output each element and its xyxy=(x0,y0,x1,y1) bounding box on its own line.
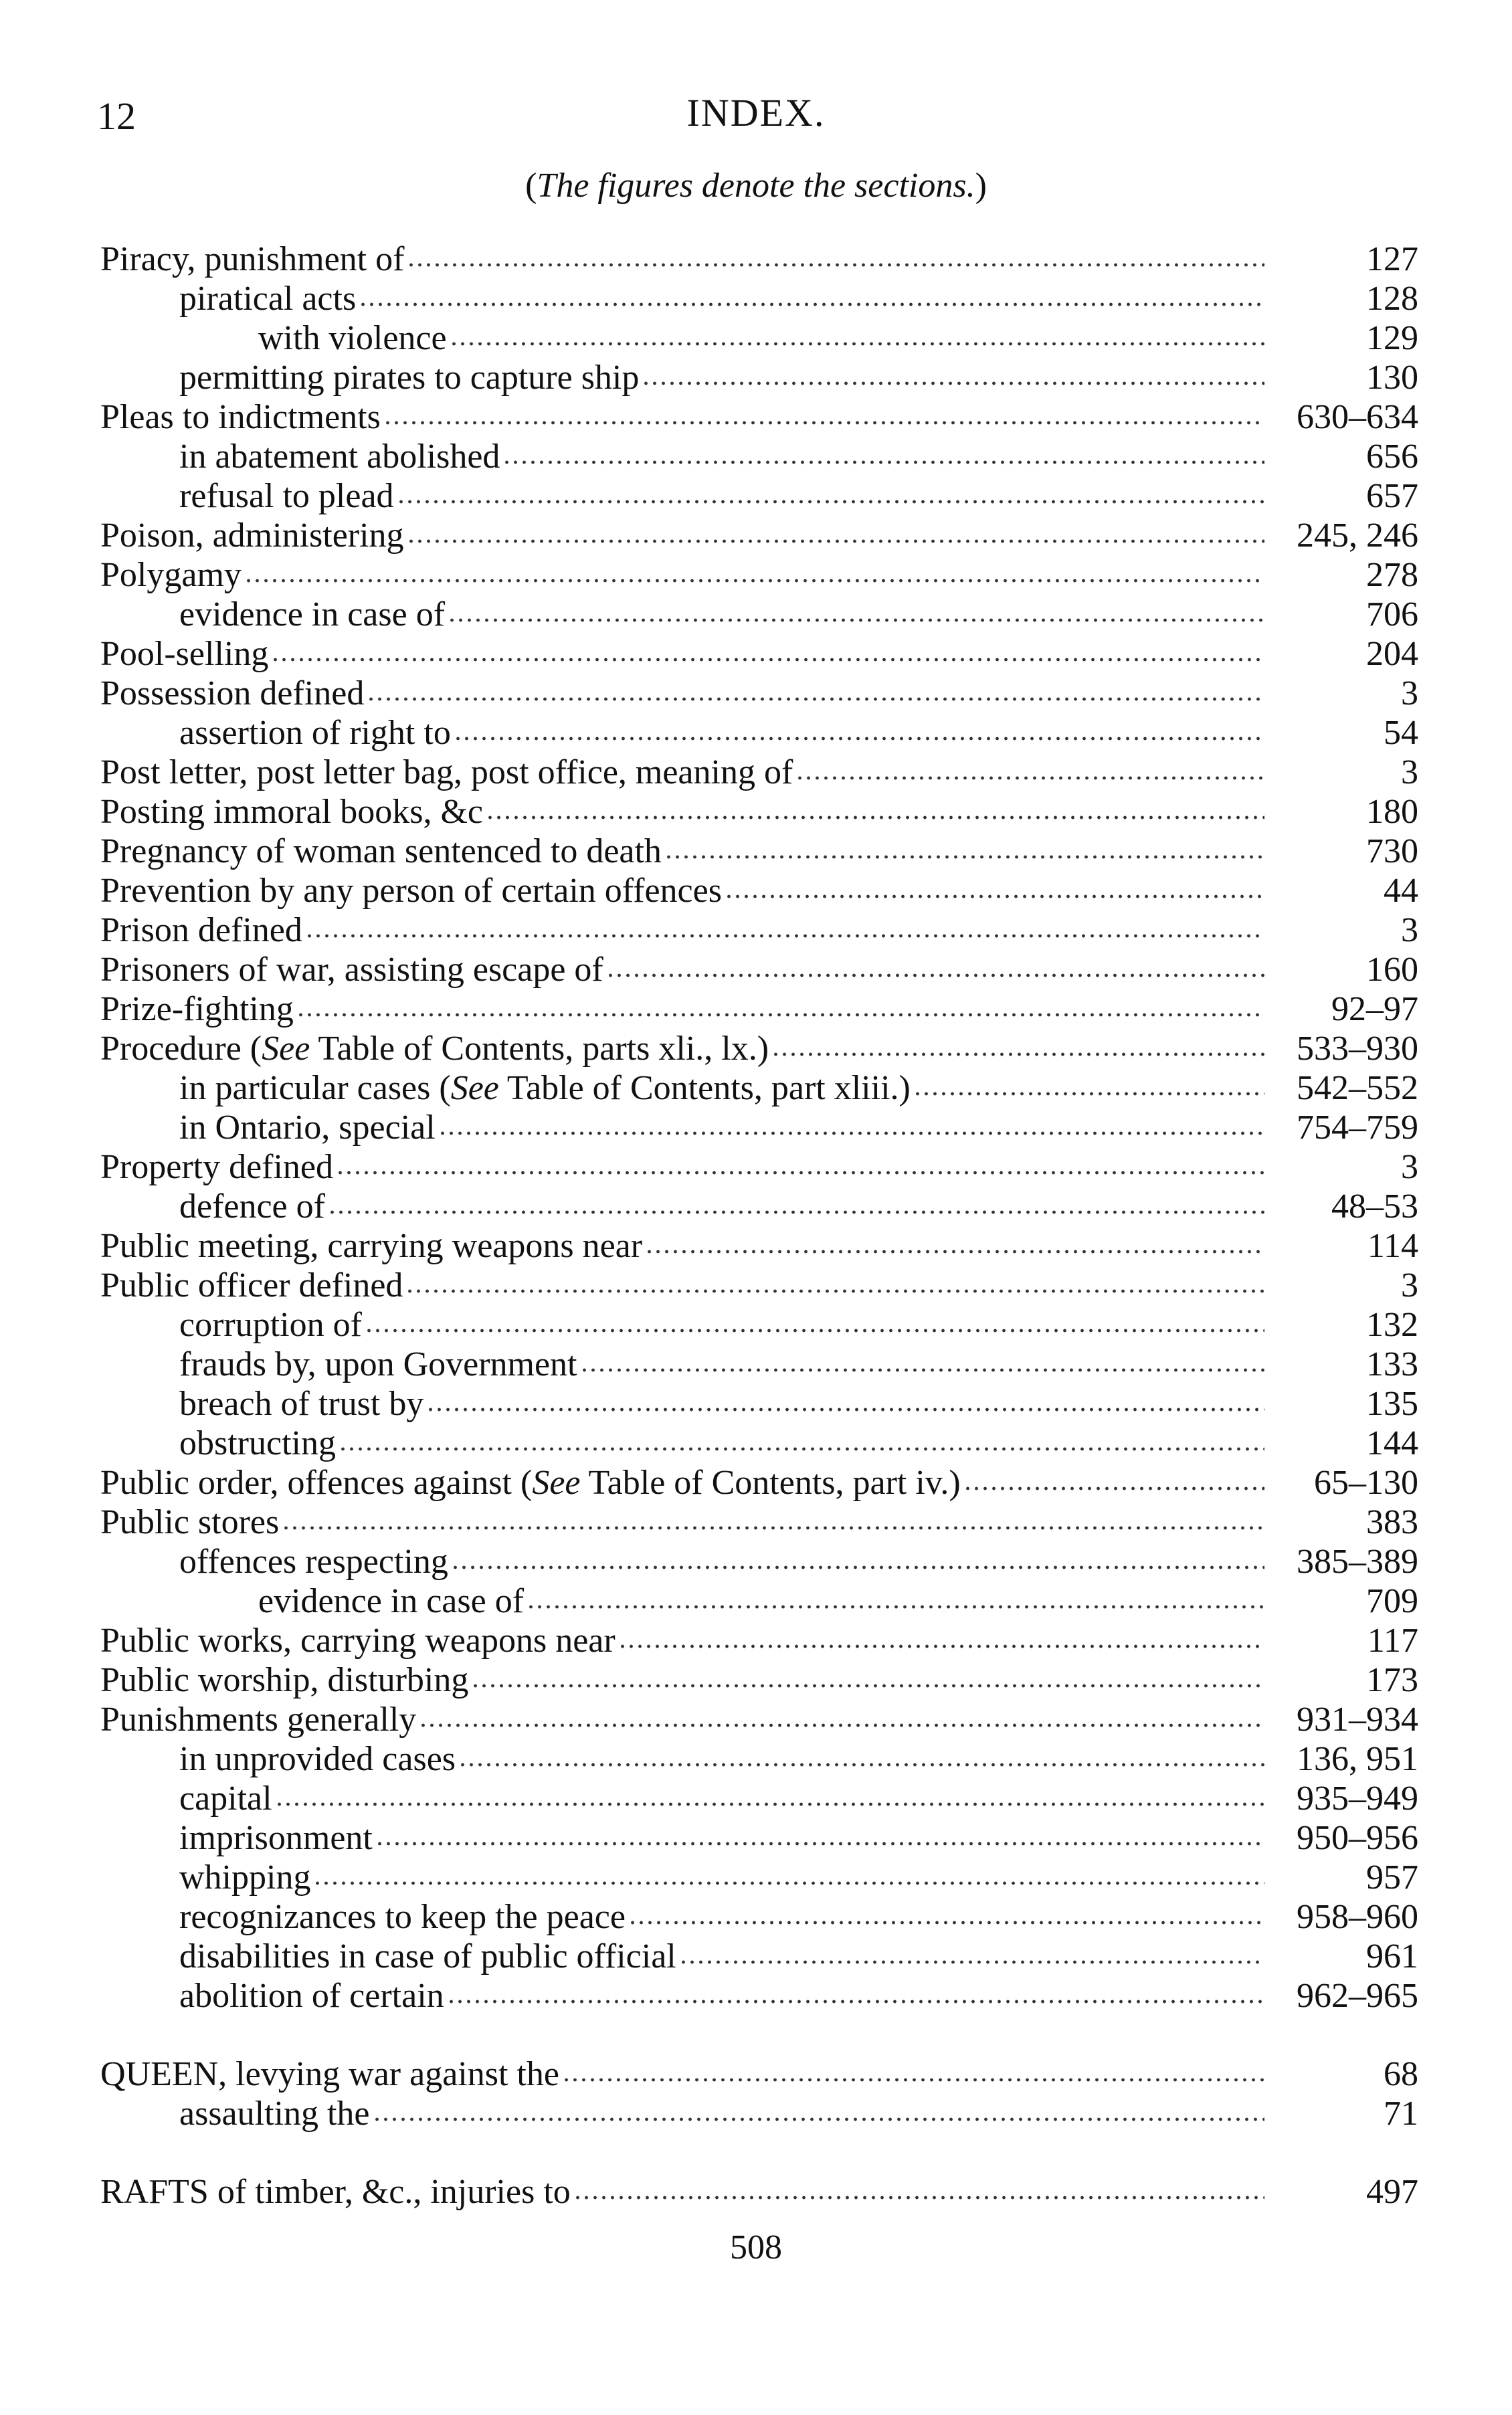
index-entry xyxy=(100,595,1418,634)
index-term: Public worship, disturbing xyxy=(100,1661,469,1699)
dot-leader xyxy=(502,458,1264,467)
section-reference: 958–960 xyxy=(1297,1898,1418,1936)
index-entry xyxy=(100,239,1418,279)
index-entry xyxy=(100,871,1418,910)
dot-leader xyxy=(426,1405,1264,1414)
dot-leader xyxy=(447,1997,1264,2006)
index-term: Prison defined xyxy=(100,911,302,949)
section-reference: 957 xyxy=(1366,1858,1418,1897)
index-term-suffix: Table of Contents, part xliii.) xyxy=(498,1069,911,1107)
dot-leader xyxy=(795,773,1264,783)
section-reference: 130 xyxy=(1366,359,1418,397)
section-reference: 3 xyxy=(1401,674,1418,712)
section-reference: 3 xyxy=(1401,911,1418,949)
dot-leader xyxy=(771,1050,1264,1059)
index-term-suffix: Table of Contents, part iv.) xyxy=(580,1464,961,1502)
section-reference: 730 xyxy=(1366,832,1418,870)
dot-leader xyxy=(407,537,1264,546)
index-entry xyxy=(100,1424,1418,1463)
dot-leader xyxy=(375,1839,1264,1848)
dot-leader xyxy=(405,1286,1264,1296)
index-entry xyxy=(100,279,1418,318)
dot-leader xyxy=(679,1957,1264,1967)
index-entry xyxy=(100,1937,1418,1976)
index-entry xyxy=(100,1779,1418,1818)
section-reference: 383 xyxy=(1366,1503,1418,1541)
index-entry xyxy=(100,358,1418,397)
index-entry xyxy=(100,1739,1418,1779)
section-reference: 962–965 xyxy=(1297,1977,1418,2015)
section-reference: 657 xyxy=(1366,477,1418,515)
index-entry xyxy=(100,1108,1418,1147)
dot-leader xyxy=(359,300,1264,309)
dot-leader xyxy=(336,1168,1264,1177)
index-entry xyxy=(100,1266,1418,1305)
index-entry xyxy=(100,1029,1418,1068)
index-entry xyxy=(100,555,1418,595)
index-term: whipping xyxy=(179,1858,311,1897)
index-term: evidence in case of xyxy=(258,1582,525,1620)
index-term xyxy=(100,1463,961,1503)
index-entry xyxy=(100,1818,1418,1858)
section-reference: 68 xyxy=(1384,2055,1418,2093)
index-term-italic: See xyxy=(262,1030,310,1068)
index-term: capital xyxy=(179,1779,272,1818)
section-reference: 129 xyxy=(1366,319,1418,357)
dot-leader xyxy=(618,1642,1264,1651)
dot-leader xyxy=(271,655,1264,664)
index-entry xyxy=(100,1660,1418,1700)
index-term: Piracy, punishment of xyxy=(100,240,405,278)
index-term: Public stores xyxy=(100,1503,280,1541)
index-term: evidence in case of xyxy=(179,595,446,634)
index-term: in abatement abolished xyxy=(179,438,500,476)
index-entry xyxy=(100,1858,1418,1897)
index-term: Public meeting, carrying weapons near xyxy=(100,1227,643,1265)
index-entry xyxy=(100,437,1418,476)
index-entry xyxy=(100,792,1418,832)
index-term-italic: See xyxy=(532,1464,581,1502)
index-term: Property defined xyxy=(100,1148,334,1186)
index-entry xyxy=(100,832,1418,871)
index-term: in unprovided cases xyxy=(179,1740,456,1778)
index-term: Post letter, post letter bag, post office, meaning of xyxy=(100,753,793,791)
index-term: assertion of right to xyxy=(179,714,451,752)
index-entry xyxy=(100,1463,1418,1503)
index-term: permitting pirates to capture ship xyxy=(179,359,640,397)
section-gap xyxy=(100,2133,1418,2172)
dot-leader xyxy=(397,497,1264,506)
index-term: recognizances to keep the peace xyxy=(179,1898,626,1936)
section-reference: 630–634 xyxy=(1297,398,1418,436)
dot-leader xyxy=(305,931,1264,941)
dot-leader xyxy=(451,1563,1264,1572)
index-term: Polygamy xyxy=(100,556,242,594)
dot-leader xyxy=(419,1721,1264,1730)
index-entry xyxy=(100,2054,1418,2094)
dot-leader xyxy=(725,892,1264,901)
dot-leader xyxy=(313,1878,1264,1888)
dot-leader xyxy=(244,576,1264,585)
section-reference: 133 xyxy=(1366,1345,1418,1383)
index-entry xyxy=(100,1226,1418,1266)
index-entry xyxy=(100,674,1418,713)
index-entry xyxy=(100,1384,1418,1424)
index-term: obstructing xyxy=(179,1424,336,1462)
index-entry xyxy=(100,2172,1418,2212)
index-entry xyxy=(100,1581,1418,1621)
dot-leader xyxy=(275,1800,1264,1809)
index-entry xyxy=(100,397,1418,437)
section-reference: 127 xyxy=(1366,240,1418,278)
index-entry xyxy=(100,1305,1418,1345)
section-reference: 135 xyxy=(1366,1385,1418,1423)
index-entry xyxy=(100,1976,1418,2016)
section-reference: 542–552 xyxy=(1297,1069,1418,1107)
subtitle-open-paren: ( xyxy=(525,167,537,205)
index-term: Pool-selling xyxy=(100,635,269,673)
index-term: Prize-fighting xyxy=(100,990,294,1028)
section-reference: 132 xyxy=(1366,1306,1418,1344)
index-term: in Ontario, special xyxy=(179,1108,436,1147)
section-reference: 3 xyxy=(1401,753,1418,791)
index-term: Possession defined xyxy=(100,674,365,712)
index-entry xyxy=(100,318,1418,358)
index-entry xyxy=(100,1700,1418,1739)
section-reference: 180 xyxy=(1366,793,1418,831)
section-reference: 144 xyxy=(1366,1424,1418,1462)
section-reference: 3 xyxy=(1401,1148,1418,1186)
index-term xyxy=(179,1068,911,1108)
section-reference: 950–956 xyxy=(1297,1819,1418,1857)
section-reference: 136, 951 xyxy=(1297,1740,1418,1778)
dot-leader xyxy=(471,1681,1264,1691)
section-reference: 204 xyxy=(1366,635,1418,673)
index-term-prefix: Public order, offences against ( xyxy=(100,1464,533,1502)
dot-leader xyxy=(407,260,1264,270)
index-term: Posting immoral books, &c xyxy=(100,793,483,831)
section-reference: 114 xyxy=(1367,1227,1418,1265)
dot-leader xyxy=(527,1602,1264,1612)
index-entry xyxy=(100,1897,1418,1937)
dot-leader xyxy=(580,1365,1265,1375)
section-reference: 54 xyxy=(1384,714,1418,752)
index-entry xyxy=(100,713,1418,753)
index-term: assaulting the xyxy=(179,2095,370,2133)
section-reference: 656 xyxy=(1366,438,1418,476)
page-folio: 508 xyxy=(730,2228,782,2266)
index-term: Pleas to indictments xyxy=(100,398,381,436)
dot-leader xyxy=(383,418,1264,427)
section-reference: 709 xyxy=(1366,1582,1418,1620)
index-entry xyxy=(100,634,1418,674)
index-term: corruption of xyxy=(179,1306,362,1344)
dot-leader xyxy=(328,1208,1264,1217)
dot-leader xyxy=(642,379,1264,388)
index-term-prefix: in particular cases ( xyxy=(179,1069,451,1107)
index-list xyxy=(100,239,1418,2212)
index-term: QUEEN, levying war against the xyxy=(100,2055,559,2093)
section-reference: 533–930 xyxy=(1297,1030,1418,1068)
index-term: piratical acts xyxy=(179,280,357,318)
index-term: Public officer defined xyxy=(100,1266,403,1305)
section-reference: 71 xyxy=(1384,2095,1418,2133)
dot-leader xyxy=(963,1484,1264,1493)
index-entry xyxy=(100,1621,1418,1660)
index-entry xyxy=(100,910,1418,950)
index-term xyxy=(100,1029,769,1068)
index-term: Punishments generally xyxy=(100,1701,417,1739)
dot-leader xyxy=(913,1089,1264,1098)
section-reference: 931–934 xyxy=(1297,1701,1418,1739)
index-term: Poison, administering xyxy=(100,516,404,555)
section-reference: 44 xyxy=(1384,872,1418,910)
index-entry xyxy=(100,1542,1418,1581)
index-entry xyxy=(100,476,1418,516)
section-reference: 48–53 xyxy=(1331,1187,1418,1226)
index-term: Prevention by any person of certain offences xyxy=(100,872,722,910)
dot-leader xyxy=(450,339,1264,349)
index-term: refusal to plead xyxy=(179,477,394,515)
index-term-prefix: Procedure ( xyxy=(100,1030,262,1068)
index-term: imprisonment xyxy=(179,1819,373,1857)
dot-leader xyxy=(486,813,1264,822)
dot-leader xyxy=(438,1129,1264,1138)
index-entry xyxy=(100,1147,1418,1187)
index-term: Prisoners of war, assisting escape of xyxy=(100,951,603,989)
index-entry xyxy=(100,753,1418,792)
page-subtitle xyxy=(0,166,1512,205)
section-reference: 173 xyxy=(1366,1661,1418,1699)
index-term: frauds by, upon Government xyxy=(179,1345,577,1383)
section-reference: 245, 246 xyxy=(1297,516,1418,555)
subtitle-italic-text: The figures denote the sections. xyxy=(537,167,975,205)
index-term: Pregnancy of woman sentenced to death xyxy=(100,832,662,870)
dot-leader xyxy=(458,1760,1264,1769)
index-entry xyxy=(100,1345,1418,1384)
dot-leader xyxy=(339,1444,1264,1454)
dot-leader xyxy=(448,615,1264,625)
page-title: INDEX. xyxy=(686,91,826,134)
section-reference: 385–389 xyxy=(1297,1543,1418,1581)
index-term: offences respecting xyxy=(179,1543,448,1581)
index-term: breach of trust by xyxy=(179,1385,424,1423)
dot-leader xyxy=(296,1010,1264,1020)
index-term-suffix: Table of Contents, parts xli., lx.) xyxy=(310,1030,769,1068)
index-term: disabilities in case of public official xyxy=(179,1937,676,1975)
dot-leader xyxy=(645,1247,1264,1256)
section-reference: 117 xyxy=(1367,1622,1418,1660)
dot-leader xyxy=(282,1523,1264,1533)
dot-leader xyxy=(562,2075,1264,2085)
index-entry xyxy=(100,989,1418,1029)
dot-leader xyxy=(367,694,1264,704)
dot-leader xyxy=(628,1918,1264,1927)
dot-leader xyxy=(664,852,1264,862)
section-reference: 160 xyxy=(1366,951,1418,989)
dot-leader xyxy=(454,734,1264,743)
index-entry xyxy=(100,516,1418,555)
section-reference: 935–949 xyxy=(1297,1779,1418,1818)
index-entry xyxy=(100,1187,1418,1226)
index-term: RAFTS of timber, &c., injuries to xyxy=(100,2173,571,2211)
section-reference: 92–97 xyxy=(1331,990,1418,1028)
section-reference: 706 xyxy=(1366,595,1418,634)
index-entry xyxy=(100,1503,1418,1542)
section-reference: 754–759 xyxy=(1297,1108,1418,1147)
index-term: with violence xyxy=(258,319,447,357)
section-reference: 3 xyxy=(1401,1266,1418,1305)
index-term-italic: See xyxy=(450,1069,499,1107)
dot-leader xyxy=(365,1326,1264,1335)
index-entry xyxy=(100,950,1418,989)
index-term: abolition of certain xyxy=(179,1977,444,2015)
dot-leader xyxy=(573,2193,1264,2202)
section-reference: 65–130 xyxy=(1314,1464,1418,1502)
section-reference: 961 xyxy=(1366,1937,1418,1975)
page-number: 12 xyxy=(97,94,136,138)
section-reference: 128 xyxy=(1366,280,1418,318)
section-gap xyxy=(100,2016,1418,2054)
dot-leader xyxy=(373,2115,1264,2124)
subtitle-close-paren: ) xyxy=(975,167,987,205)
index-entry xyxy=(100,2094,1418,2133)
index-entry xyxy=(100,1068,1418,1108)
index-term: Public works, carrying weapons near xyxy=(100,1622,616,1660)
section-reference: 497 xyxy=(1366,2173,1418,2211)
dot-leader xyxy=(606,971,1264,980)
index-term: defence of xyxy=(179,1187,325,1226)
section-reference: 278 xyxy=(1366,556,1418,594)
